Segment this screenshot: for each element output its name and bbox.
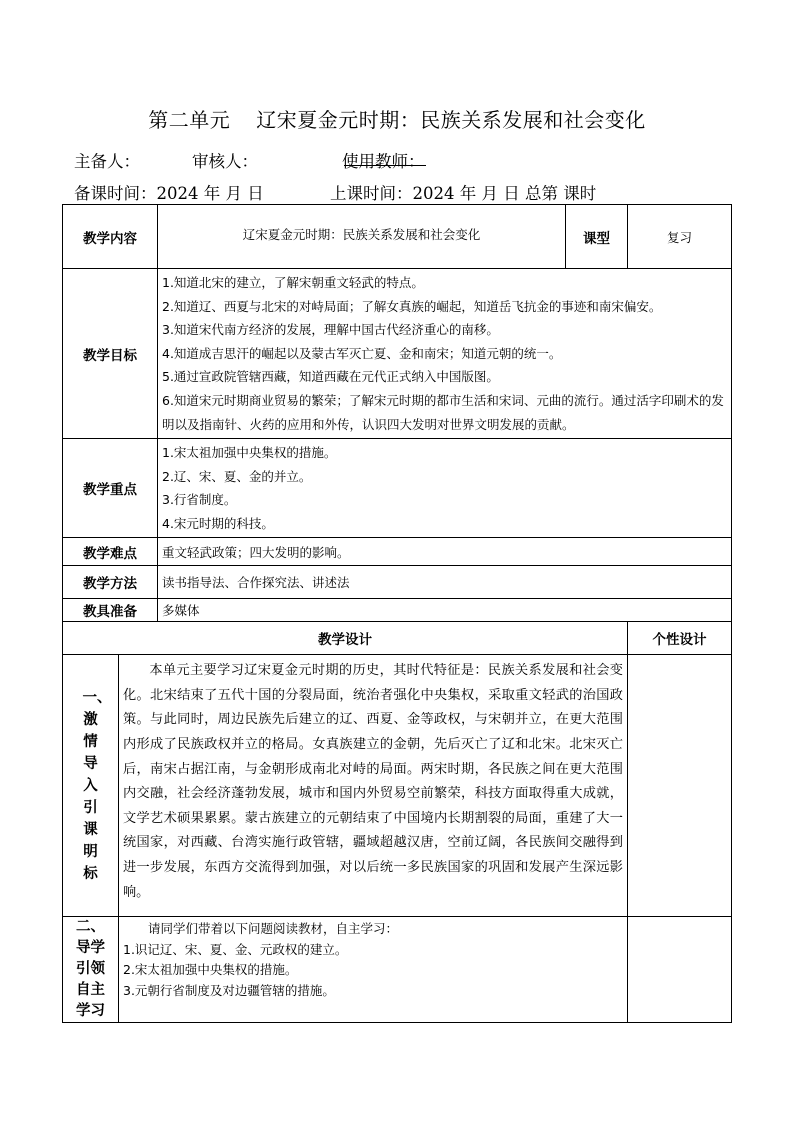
keypoint-item: 2.辽、宋、夏、金的并立。 [162,468,312,484]
section2-item: 2.宋太祖加强中央集权的措施。 [123,962,298,978]
section2-personal[interactable] [628,917,732,1023]
design-header: 教学设计 [63,622,628,655]
difficulty-row [63,538,732,566]
objective-item: 6.知道宋元时期商业贸易的繁荣；了解宋元时期的都市生活和宋词、元曲的流行。通过活字印刷术的发明以及指南针、火药的应用和外传，认识四大发明对世界文明发展的贡献。 [162,392,724,432]
keypoint-item: 1.宋太祖加强中央集权的措施。 [162,445,337,461]
preparer-label: 主备人： [74,152,140,171]
section2-intro: 请同学们带着以下问题阅读教材，自主学习： [148,921,399,937]
content-label: 教学内容 [63,205,158,269]
difficulty-value: 重文轻武政策；四大发明的影响。 [158,538,732,566]
unit-label: 第二单元 [148,108,231,132]
section1-text: 本单元主要学习辽宋夏金元时期的历史，其时代特征是：民族关系发展和社会变化。北宋结束了五代十国的分裂局面，统治者强化中央集权，采取重文轻武的治国政策。与此同时，周边民族先后建立的辽、西夏、金等政权，与宋朝并立，在更大范围内形成了民族政权并立的格局。女真族建立的金朝，先后灭亡了辽和北宋。北宋灭亡后，南宋占据江南，与金朝形成南北对峙的局面。两宋时期，各民族之间在更大范围内交融，社会经济蓬勃发展，城市和国内外贸易空前繁荣，科技方面取得重大成就，文学艺术硕果累累。蒙古族建立的元朝结束了中国境内长期割裂的局面，重建了大一统国家，对西藏、台湾实施行政管辖，疆域超越汉唐，空前辽阔，各民族间交融得到进一步发展，东西方交流得到加强，对以后统一多民族国家的巩固和发展产生深远影响。 [123,663,623,900]
keypoint-item: 3.行省制度。 [162,492,237,508]
objective-item: 2.知道辽、西夏与北宋的对峙局面；了解女真族的崛起，知道岳飞抗金的事迹和南宋偏安。 [162,298,662,314]
unit-topic: 辽宋夏金元时期：民族关系发展和社会变化 [256,108,646,132]
objectives-row [63,269,732,439]
tools-value: 多媒体 [158,599,732,622]
lesson-plan-table [62,204,732,1023]
content-value [158,205,628,269]
design-header-row [63,622,732,655]
keypoints-list [158,439,732,538]
section1-row [63,655,732,917]
section1-personal[interactable] [628,655,732,917]
section2-item: 3.元朝行省制度及对边疆管辖的措施。 [123,982,335,998]
page-title [0,104,794,133]
content-row [63,205,732,269]
objective-item: 1.知道北宋的建立，了解宋朝重文轻武的特点。 [162,275,424,290]
reviewer-label: 审核人： [192,152,258,171]
type-label: 课型 [565,205,627,269]
type-value: 复习 [628,205,732,269]
section2-row [63,917,732,1023]
teacher-label: 使用教师： [342,152,425,171]
section1-content [119,655,628,917]
keypoints-row [63,439,732,538]
objective-item: 5.通过宣政院管辖西藏，知道西藏在元代正式纳入中国版图。 [162,369,499,385]
method-label: 教学方法 [63,566,158,599]
section2-label: 二、导学引领自主学习 [63,917,119,1023]
prep-time: 备课时间：2024 年 月 日 [74,184,264,203]
section2-item: 1.识记辽、宋、夏、金、元政权的建立。 [123,941,348,957]
personal-header: 个性设计 [628,622,732,655]
tools-row [63,599,732,622]
objective-item: 3.知道宋代南方经济的发展，理解中国古代经济重心的南移。 [162,322,499,338]
objective-item: 4.知道成吉思汗的崛起以及蒙古军灭亡夏、金和南宋；知道元朝的统一。 [162,345,562,361]
objectives-list [158,269,732,439]
tools-label: 教具准备 [63,599,158,622]
objectives-label: 教学目标 [63,269,158,439]
difficulty-label: 教学难点 [63,538,158,566]
content-text: 辽宋夏金元时期：民族关系发展和社会变化 [242,226,481,242]
section1-label: 一、激情导入引课明标 [63,655,119,917]
keypoint-item: 4.宋元时期的科技。 [162,515,274,531]
method-row [63,566,732,599]
class-time: 上课时间：2024 年 月 日 总第 课时 [330,184,597,203]
section2-content [119,917,628,1023]
method-value: 读书指导法、合作探究法、讲述法 [158,566,732,599]
keypoints-label: 教学重点 [63,439,158,538]
teacher-name-field[interactable] [344,148,426,166]
